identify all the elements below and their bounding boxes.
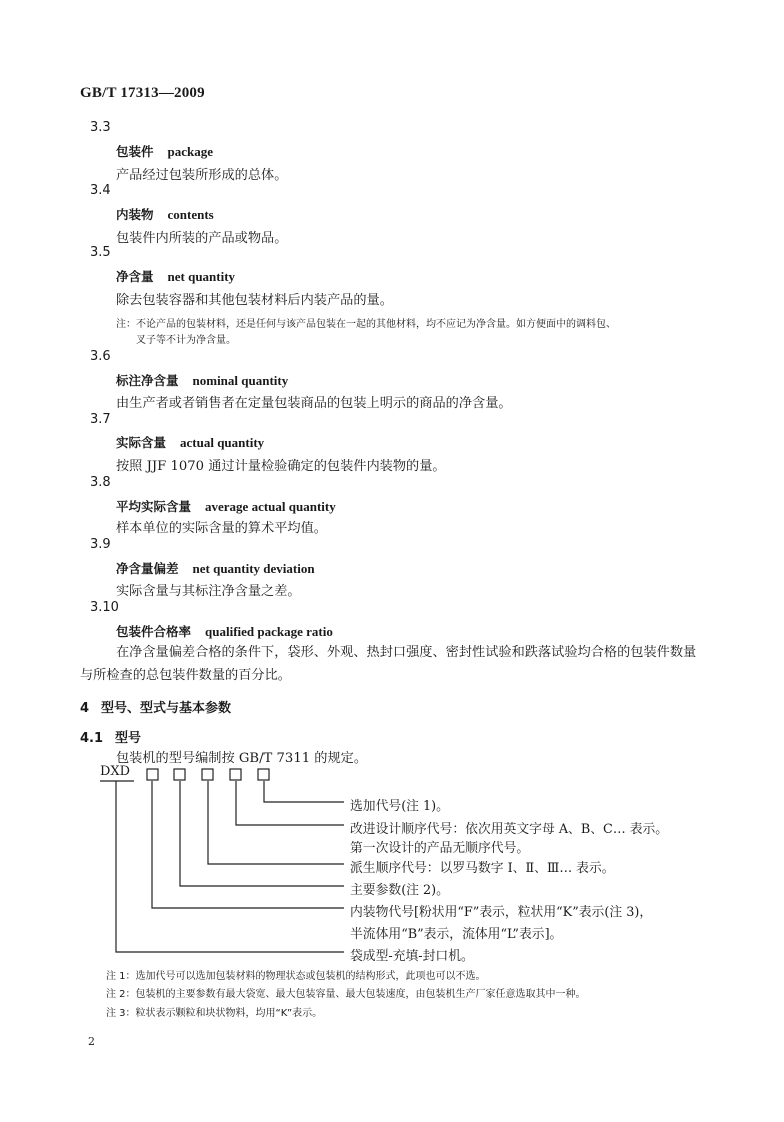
term-definition: 按照 JJF 1070 通过计量检验确定的包装件内装物的量。: [116, 459, 446, 474]
term-definition: 由生产者或者销售者在定量包装商品的包装上明示的商品的净含量。: [116, 396, 512, 411]
diagram-label: 选加代号(注 1)。: [350, 799, 449, 814]
subsection-text: 包装机的型号编制按 GB/T 7311 的规定。: [116, 751, 368, 766]
standard-code: GB/T 17313—2009: [80, 85, 205, 101]
diagram-label: 内装物代号[粉状用“F”表示，粒状用“K”表示(注 3)，: [350, 905, 653, 920]
subsection-title: 型号: [115, 731, 142, 746]
term-en: package: [167, 144, 214, 159]
term-cn: 净含量偏差: [116, 561, 179, 576]
code-box-1: [147, 769, 158, 780]
term-definition: 样本单位的实际含量的算术平均值。: [116, 521, 327, 536]
page-number: 2: [88, 1035, 95, 1048]
term-cn: 包装件: [116, 144, 154, 159]
clause-number: 3.5: [90, 245, 111, 260]
model-prefix: DXD: [100, 764, 131, 779]
term-cn: 内装物: [116, 207, 154, 222]
term-definition: 实际含量与其标注净含量之差。: [116, 584, 301, 599]
term-en: qualified package ratio: [205, 624, 333, 639]
clause-number: 3.9: [90, 537, 111, 552]
term-cn: 净含量: [116, 269, 154, 284]
diagram-label: 袋成型-充填-封口机。: [350, 949, 474, 964]
footnote: 注 1：选加代号可以选加包装材料的物理状态或包装机的结构形式，此项也可以不选。: [106, 971, 486, 982]
clause-number: 3.8: [90, 475, 111, 490]
term-en: net quantity: [167, 269, 236, 284]
diagram-label: 派生顺序代号：以罗马数字 Ⅰ、Ⅱ、Ⅲ… 表示。: [350, 861, 615, 876]
leader-line-1: [264, 781, 344, 802]
term-definition: 在净含量偏差合格的条件下，袋形、外观、热封口强度、密封性试验和跌落试验均合格的包装件数量与所检查的总包装件数量的百分比。: [80, 645, 697, 683]
clause-number: 3.4: [90, 183, 111, 198]
clause-number: 3.10: [90, 600, 119, 615]
term-note-continued: 叉子等不计为净含量。: [136, 335, 236, 346]
term-en: actual quantity: [180, 435, 265, 450]
leader-line-6: [116, 781, 344, 952]
term-cn: 标注净含量: [116, 373, 179, 388]
term-en: net quantity deviation: [192, 561, 315, 576]
term-note: 注：不论产品的包装材料，还是任何与该产品包装在一起的其他材料，均不应记为净含量。如方便面中的调料包、: [116, 319, 616, 330]
term-definition: 包装件内所装的产品或物品。: [116, 231, 288, 246]
term-definition: 产品经过包装所形成的总体。: [116, 168, 288, 183]
subsection-number: 4.1: [80, 731, 104, 746]
code-box-2: [174, 769, 185, 780]
code-box-3: [202, 769, 213, 780]
leader-line-3: [208, 781, 344, 864]
clause-number: 3.7: [90, 412, 111, 427]
diagram-label: 第一次设计的产品无顺序代号。: [350, 841, 530, 856]
term-cn: 实际含量: [116, 435, 167, 450]
diagram-label: 半流体用“B”表示，流体用“L”表示]。: [350, 927, 563, 942]
term-en: nominal quantity: [192, 373, 289, 388]
term-definition: 除去包装容器和其他包装材料后内装产品的量。: [116, 293, 393, 308]
code-box-5: [258, 769, 269, 780]
footnote: 注 2：包装机的主要参数有最大袋宽、最大包装容量、最大包装速度，由包装机生产厂家任意选取其中一种。: [106, 989, 586, 1000]
section-number: 4: [80, 701, 90, 716]
clause-number: 3.6: [90, 349, 111, 364]
diagram-label: 主要参数(注 2)。: [350, 883, 449, 898]
code-box-4: [230, 769, 241, 780]
diagram-label: 改进设计顺序代号：依次用英文字母 A、B、C… 表示。: [350, 822, 669, 837]
term-cn: 包装件合格率: [116, 624, 192, 639]
leader-line-5: [152, 781, 344, 908]
footnote: 注 3：粒状表示颗粒和块状物料，均用“K”表示。: [106, 1008, 323, 1019]
clause-number: 3.3: [90, 120, 111, 135]
leader-line-4: [180, 781, 344, 886]
term-en: contents: [167, 207, 214, 222]
term-cn: 平均实际含量: [116, 499, 192, 514]
leader-line-2: [236, 781, 344, 825]
term-en: average actual quantity: [205, 499, 336, 514]
section-title: 型号、型式与基本参数: [101, 701, 232, 716]
